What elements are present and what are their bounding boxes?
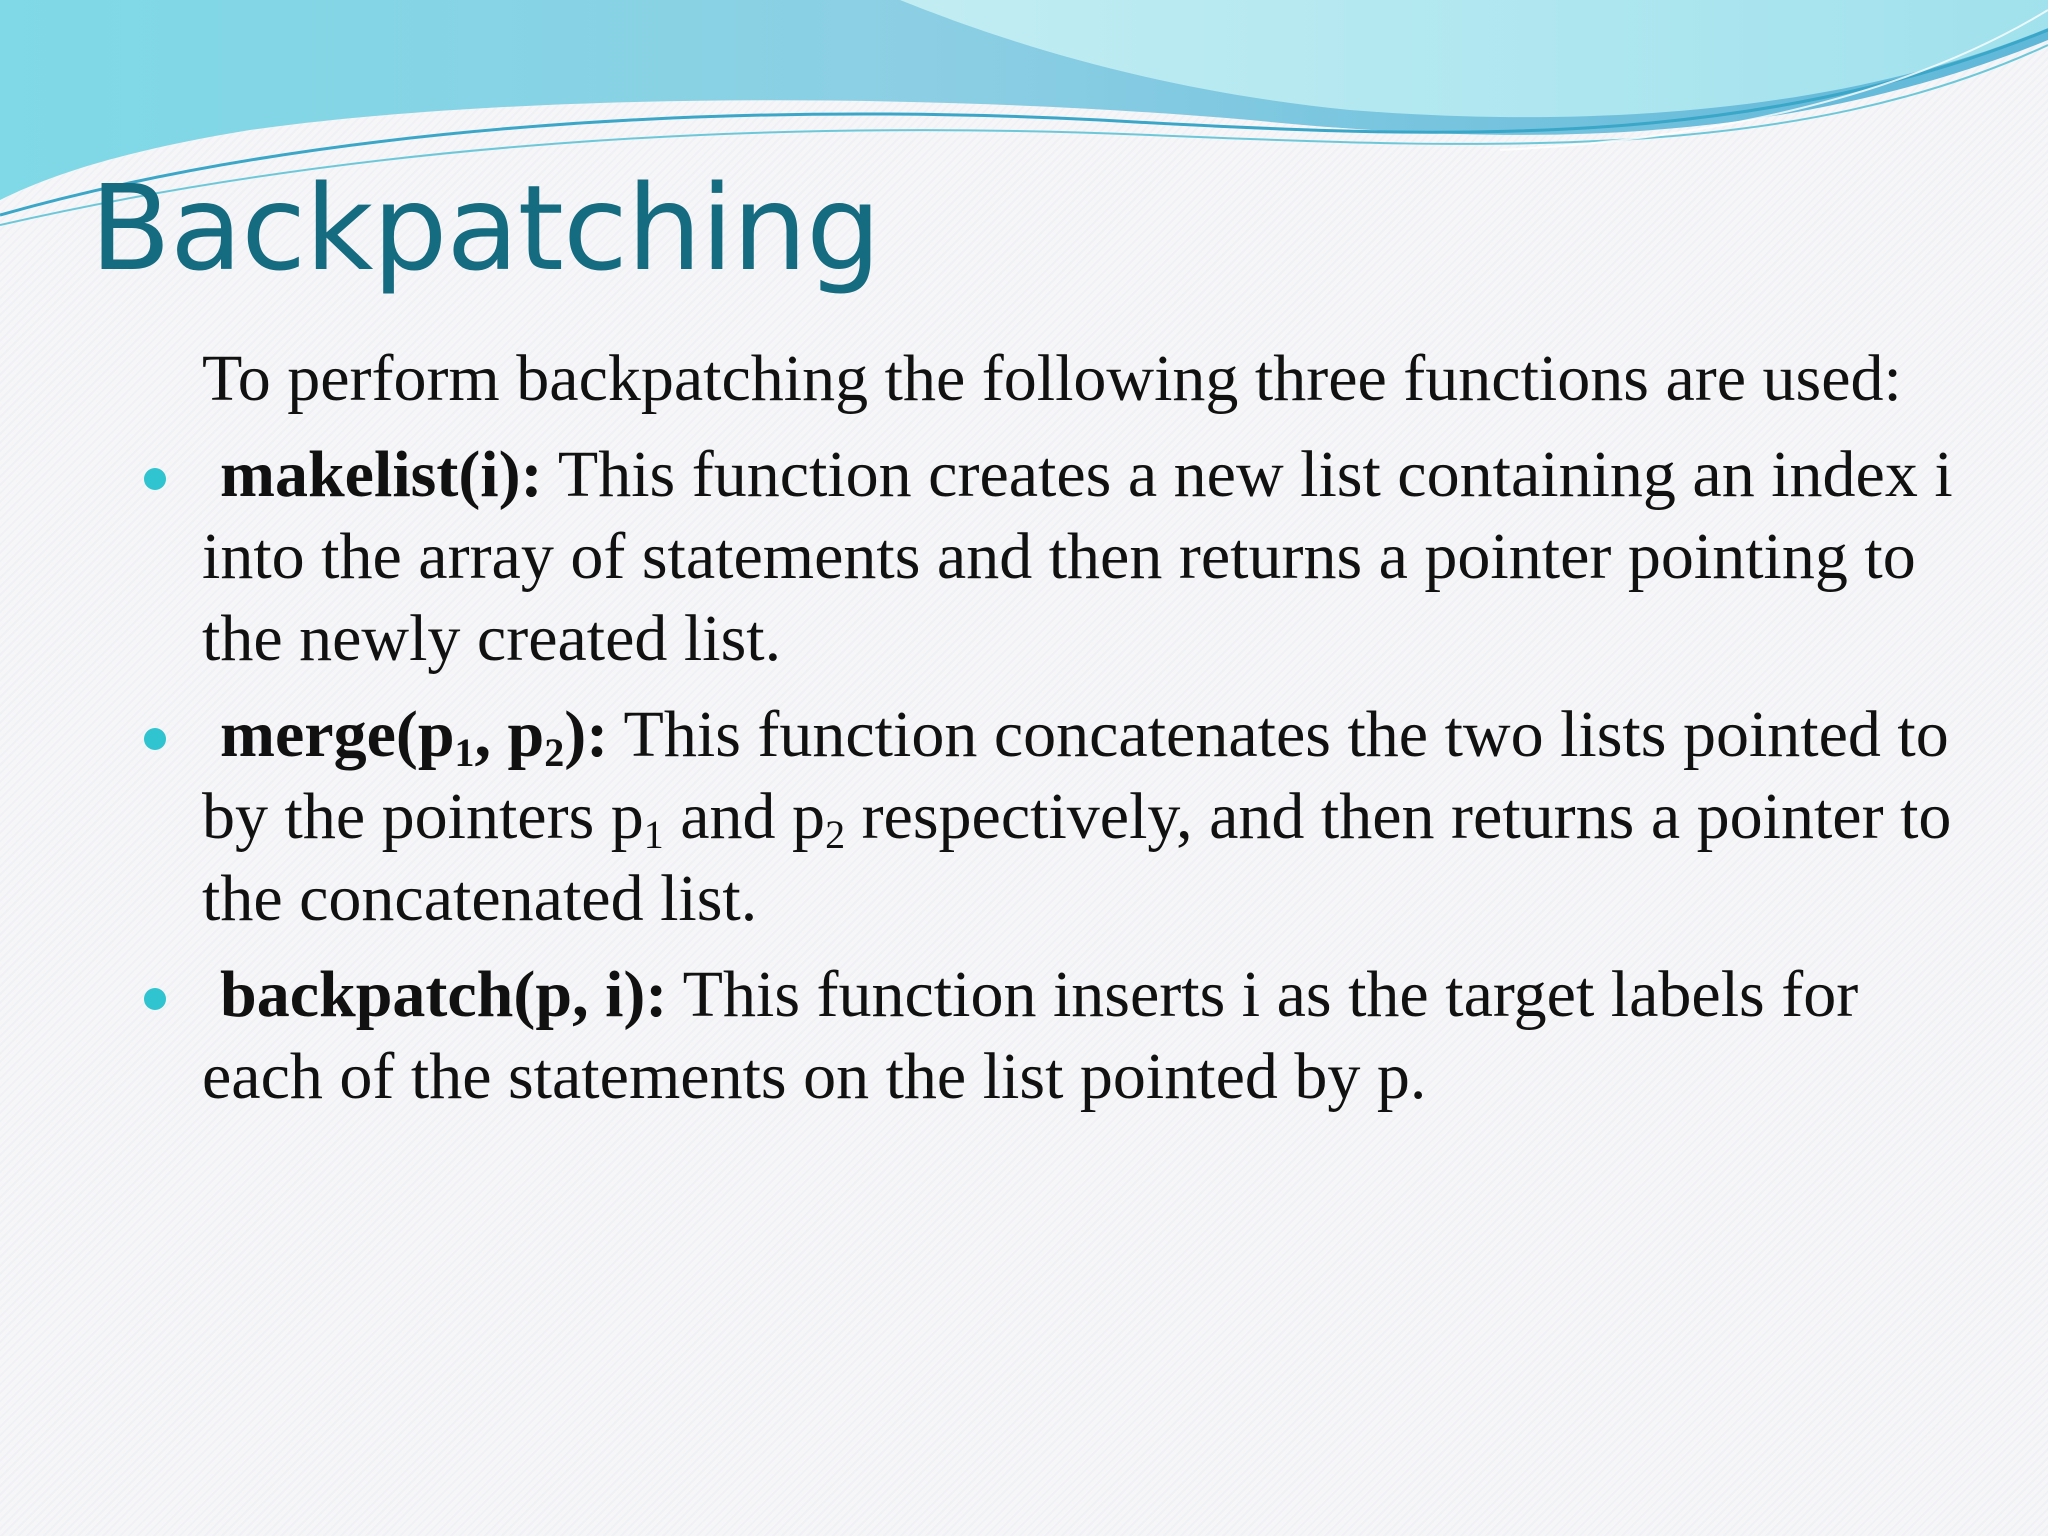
term-mid: , p [474, 698, 545, 771]
term-suffix: ): [564, 698, 609, 771]
term-subscript-1: 1 [454, 730, 475, 775]
bullet-text: This function creates a new list containing an index i into the array of statements and then returns a pointer pointing to the newly created list. [202, 438, 1953, 675]
bullet-text-b: and p [663, 780, 826, 853]
bullet-dot-icon [144, 988, 166, 1010]
bullet-dot-icon [144, 728, 166, 750]
text-subscript-2: 2 [825, 812, 846, 857]
bullet-text-c: respectively, and then returns a pointer to the concatenated list. [202, 780, 1952, 935]
bullet-dot-icon [144, 468, 166, 490]
bullet-makelist [202, 434, 1982, 680]
bullet-term: makelist(i): [220, 438, 543, 511]
term-subscript-2: 2 [544, 730, 565, 775]
slide-body [0, 338, 2048, 1132]
bullet-term: backpatch(p, i): [220, 958, 668, 1031]
bullet-term [220, 698, 609, 775]
bullet-text: This function inserts i as the target labels for each of the statements on the list pointed by p. [202, 958, 1859, 1113]
term-prefix: merge(p [220, 698, 455, 771]
text-subscript-1: 1 [643, 812, 664, 857]
bullet-backpatch [202, 954, 1982, 1118]
bullet-merge [202, 694, 1982, 940]
bullet-text-a: This function concatenates the two lists pointed to by the pointers p [202, 698, 1949, 853]
intro-paragraph: To perform backpatching the following three functions are used: [202, 342, 1902, 415]
slide-title: Backpatching [90, 159, 881, 297]
